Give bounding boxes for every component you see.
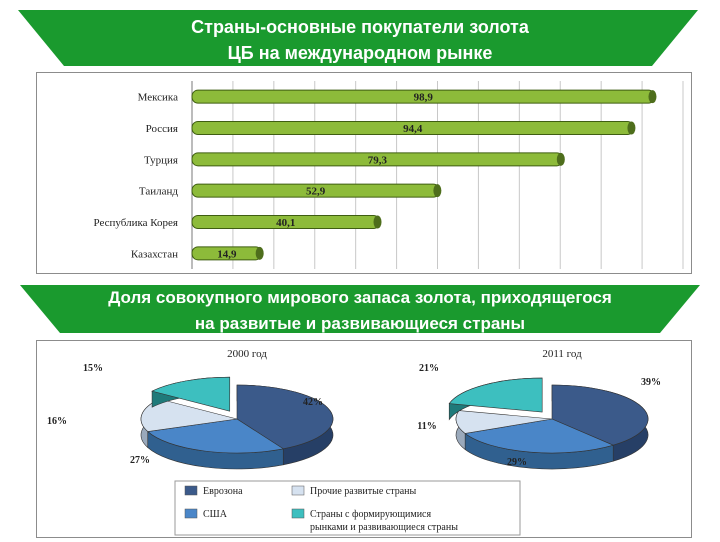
bar-group [192, 122, 635, 136]
pie-title: 2000 год [227, 348, 267, 360]
pie-value-label: 21% [419, 363, 439, 374]
bar-end-cap [256, 247, 264, 260]
pie-charts [37, 341, 691, 537]
category-label: Мексика [137, 91, 178, 104]
bar-end-cap [374, 216, 382, 229]
bar-chart [37, 73, 691, 273]
pie-value-label: 27% [130, 455, 150, 466]
legend-label: рынками и развивающиеся страны [310, 522, 458, 533]
legend-swatch [185, 486, 197, 495]
legend [175, 481, 520, 535]
bar-group [192, 184, 441, 198]
bottom-banner-title [0, 285, 720, 337]
pie-chart [417, 348, 661, 469]
bottom-banner-line2: на развитые и развивающиеся страны [194, 314, 526, 333]
pie-value-label: 29% [507, 457, 527, 468]
pie-title: 2011 год [542, 348, 582, 360]
bar-value-label: 52,9 [306, 185, 326, 198]
pie-value-label: 39% [641, 377, 661, 388]
category-label: Республика Корея [93, 217, 178, 229]
legend-label: Страны с формирующимися [310, 509, 432, 520]
bar-value-label: 98,9 [413, 91, 433, 104]
pie-chart [47, 348, 333, 469]
category-label: Россия [145, 123, 178, 135]
pie-charts-panel [36, 340, 692, 538]
bar-group [192, 153, 565, 167]
bar-value-label: 79,3 [367, 154, 388, 167]
pie-value-label: 16% [47, 416, 67, 427]
bar-group [192, 247, 264, 260]
category-label: Таиланд [138, 185, 178, 198]
legend-swatch [185, 509, 197, 518]
bar-end-cap [648, 90, 656, 103]
legend-label: Прочие развитые страны [310, 486, 417, 497]
top-banner-title [0, 14, 720, 66]
bar-chart-panel [36, 72, 692, 274]
bar-value-label: 94,4 [403, 123, 423, 135]
top-banner-line1: Страны-основные покупатели золота [191, 17, 529, 37]
bar-group [192, 90, 656, 104]
top-banner [0, 8, 720, 68]
bar-end-cap [627, 122, 635, 135]
bottom-banner-line1: Доля совокупного мирового запаса золота, приходящегося [108, 288, 612, 307]
legend-label: Еврозона [203, 486, 243, 497]
pie-value-label: 42% [303, 397, 323, 408]
top-banner-line2: ЦБ на международном рынке [227, 43, 493, 63]
pie-value-label: 15% [83, 363, 103, 374]
category-label: Турция [143, 154, 178, 167]
bottom-banner [0, 283, 720, 335]
bar-end-cap [557, 153, 565, 166]
pie-value-label: 11% [417, 421, 437, 432]
bar-value-label: 40,1 [276, 217, 296, 229]
legend-label: США [203, 509, 227, 520]
legend-swatch [292, 486, 304, 495]
category-label: Казахстан [130, 248, 178, 261]
bar-value-label: 14,9 [217, 248, 237, 261]
bar-end-cap [433, 184, 441, 197]
legend-swatch [292, 509, 304, 518]
bar-group [192, 216, 382, 230]
